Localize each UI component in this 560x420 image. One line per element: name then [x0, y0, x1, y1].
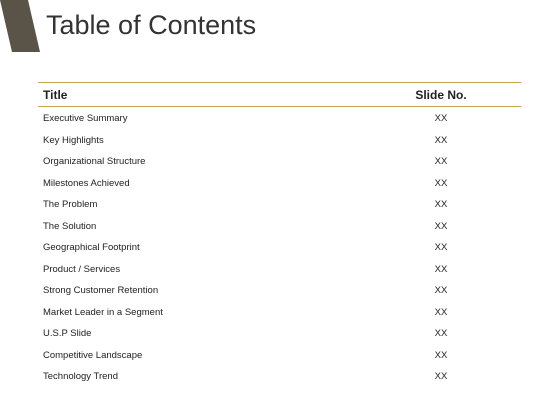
- table-row: [38, 216, 521, 238]
- column-header-slide-no: Slide No.: [415, 87, 467, 102]
- row-title: Organizational Structure: [43, 156, 146, 168]
- row-slide-no: XX: [434, 285, 448, 297]
- table-row: [38, 345, 521, 367]
- row-slide-no: XX: [434, 177, 448, 189]
- row-title: Geographical Footprint: [43, 242, 140, 254]
- row-slide-no: XX: [434, 220, 448, 232]
- page-title: Table of Contents: [46, 10, 257, 40]
- row-title: The Problem: [43, 199, 98, 211]
- row-title: Key Highlights: [43, 134, 104, 146]
- row-title: Market Leader in a Segment: [43, 306, 163, 318]
- row-slide-no: XX: [434, 242, 448, 254]
- row-slide-no: XX: [434, 371, 448, 383]
- row-slide-no: XX: [434, 328, 448, 340]
- table-row: [38, 108, 521, 130]
- row-slide-no: XX: [434, 113, 448, 125]
- row-slide-no: XX: [434, 306, 448, 318]
- toc-rows: [38, 107, 521, 388]
- row-title: Strong Customer Retention: [43, 285, 159, 297]
- table-row: [38, 151, 521, 173]
- table-row: [38, 302, 521, 324]
- title-accent-shape: [0, 0, 40, 52]
- row-title: Competitive Landscape: [43, 349, 143, 361]
- row-slide-no: XX: [434, 156, 448, 168]
- row-slide-no: XX: [434, 349, 448, 361]
- table-row: [38, 237, 521, 259]
- row-title: Milestones Achieved: [43, 177, 130, 189]
- row-title: Technology Trend: [43, 371, 118, 383]
- toc-header-row: [38, 82, 521, 107]
- row-title: Product / Services: [43, 263, 121, 275]
- row-slide-no: XX: [434, 134, 448, 146]
- row-slide-no: XX: [434, 263, 448, 275]
- table-row: [38, 366, 521, 388]
- row-title: U.S.P Slide: [43, 328, 92, 340]
- table-row: [38, 259, 521, 281]
- row-title: The Solution: [43, 220, 97, 232]
- column-header-title: Title: [43, 87, 68, 102]
- table-row: [38, 194, 521, 216]
- table-row: [38, 280, 521, 302]
- row-title: Executive Summary: [43, 113, 128, 125]
- table-row: [38, 130, 521, 152]
- table-row: [38, 323, 521, 345]
- row-slide-no: XX: [434, 199, 448, 211]
- table-row: [38, 173, 521, 195]
- toc-table: [38, 82, 521, 388]
